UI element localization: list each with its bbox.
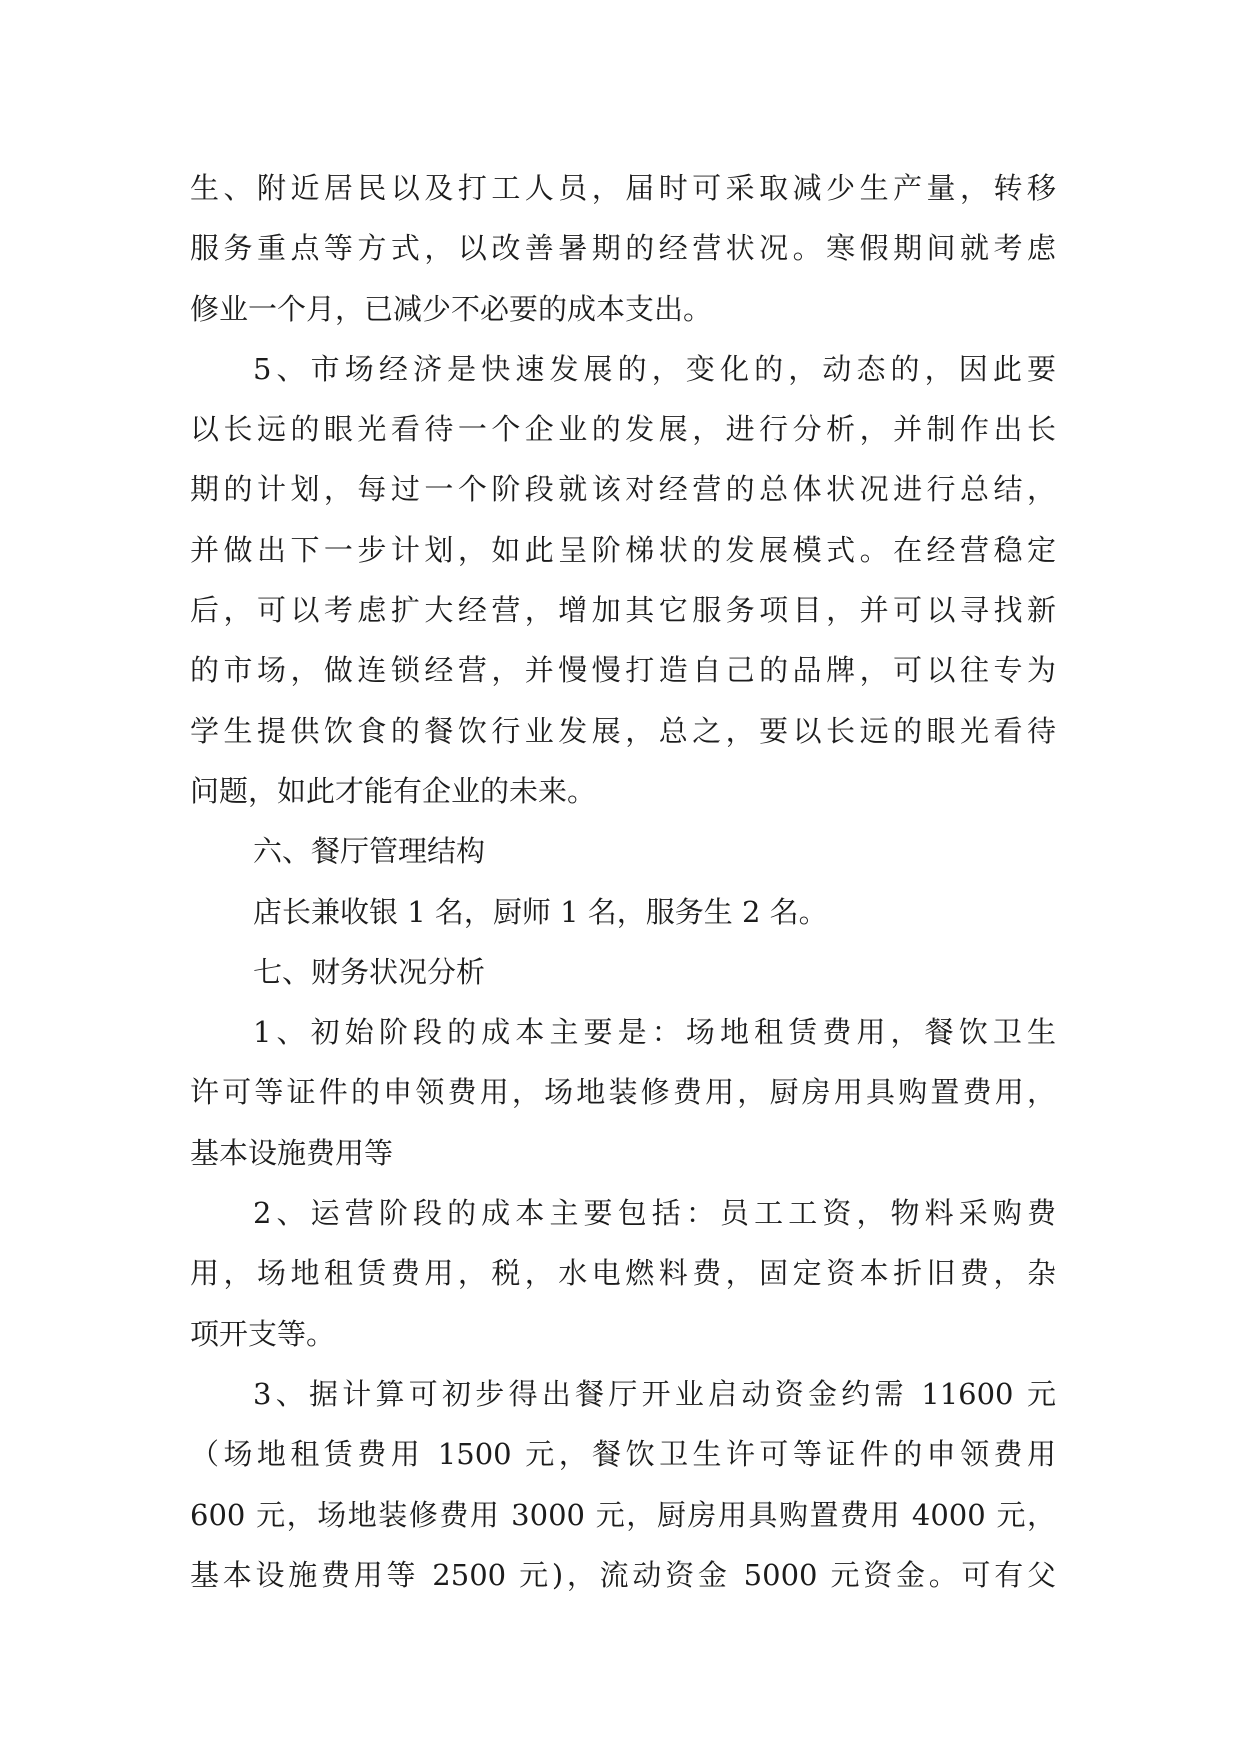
text-line: 1、初始阶段的成本主要是：场地租赁费用，餐饮卫生: [253, 1015, 1056, 1050]
text-line: 店长兼收银 1 名，厨师 1 名，服务生 2 名。: [253, 894, 828, 929]
text-line: 许可等证件的申领费用，场地装修费用，厨房用具购置费用，: [190, 1075, 1056, 1110]
body-text: [190, 158, 1056, 1605]
text-line: 以长远的眼光看待一个企业的发展，进行分析，并制作出长: [190, 412, 1056, 447]
text-line: 基本设施费用等: [190, 1135, 394, 1170]
text-line: 学生提供饮食的餐饮行业发展，总之，要以长远的眼光看待: [190, 713, 1056, 748]
text-line: 问题，如此才能有企业的未来。: [190, 773, 597, 808]
text-line: 后，可以考虑扩大经营，增加其它服务项目，并可以寻找新: [190, 593, 1056, 628]
text-line: 的市场，做连锁经营，并慢慢打造自己的品牌，可以往专为: [190, 653, 1056, 688]
text-line: 生、附近居民以及打工人员，届时可采取减少生产量，转移: [190, 171, 1056, 205]
text-line: 600 元，场地装修费用 3000 元，厨房用具购置费用 4000 元，: [190, 1497, 1056, 1532]
text-line: 基本设施费用等 2500 元)，流动资金 5000 元资金。可有父: [190, 1557, 1056, 1592]
text-line: 六、餐厅管理结构: [253, 834, 486, 869]
text-line: 2、运营阶段的成本主要包括：员工工资，物料采购费: [253, 1196, 1056, 1231]
text-line: 七、财务状况分析: [253, 954, 486, 989]
text-line: 期的计划，每过一个阶段就该对经营的总体状况进行总结，: [190, 472, 1056, 507]
text-line: 服务重点等方式，以改善暑期的经营状况。寒假期间就考虑: [190, 231, 1056, 266]
text-line: 项开支等。: [190, 1316, 336, 1351]
text-line: 并做出下一步计划，如此呈阶梯状的发展模式。在经营稳定: [190, 532, 1056, 567]
text-line: 5、市场经济是快速发展的，变化的，动态的，因此要: [253, 351, 1056, 386]
text-line: 修业一个月，已减少不必要的成本支出。: [190, 291, 713, 326]
text-line: （场地租赁费用 1500 元，餐饮卫生许可等证件的申领费用: [190, 1437, 1056, 1472]
text-line: 3、据计算可初步得出餐厅开业启动资金约需 11600 元: [253, 1376, 1056, 1411]
text-line: 用，场地租赁费用，税，水电燃料费，固定资本折旧费，杂: [190, 1256, 1056, 1291]
